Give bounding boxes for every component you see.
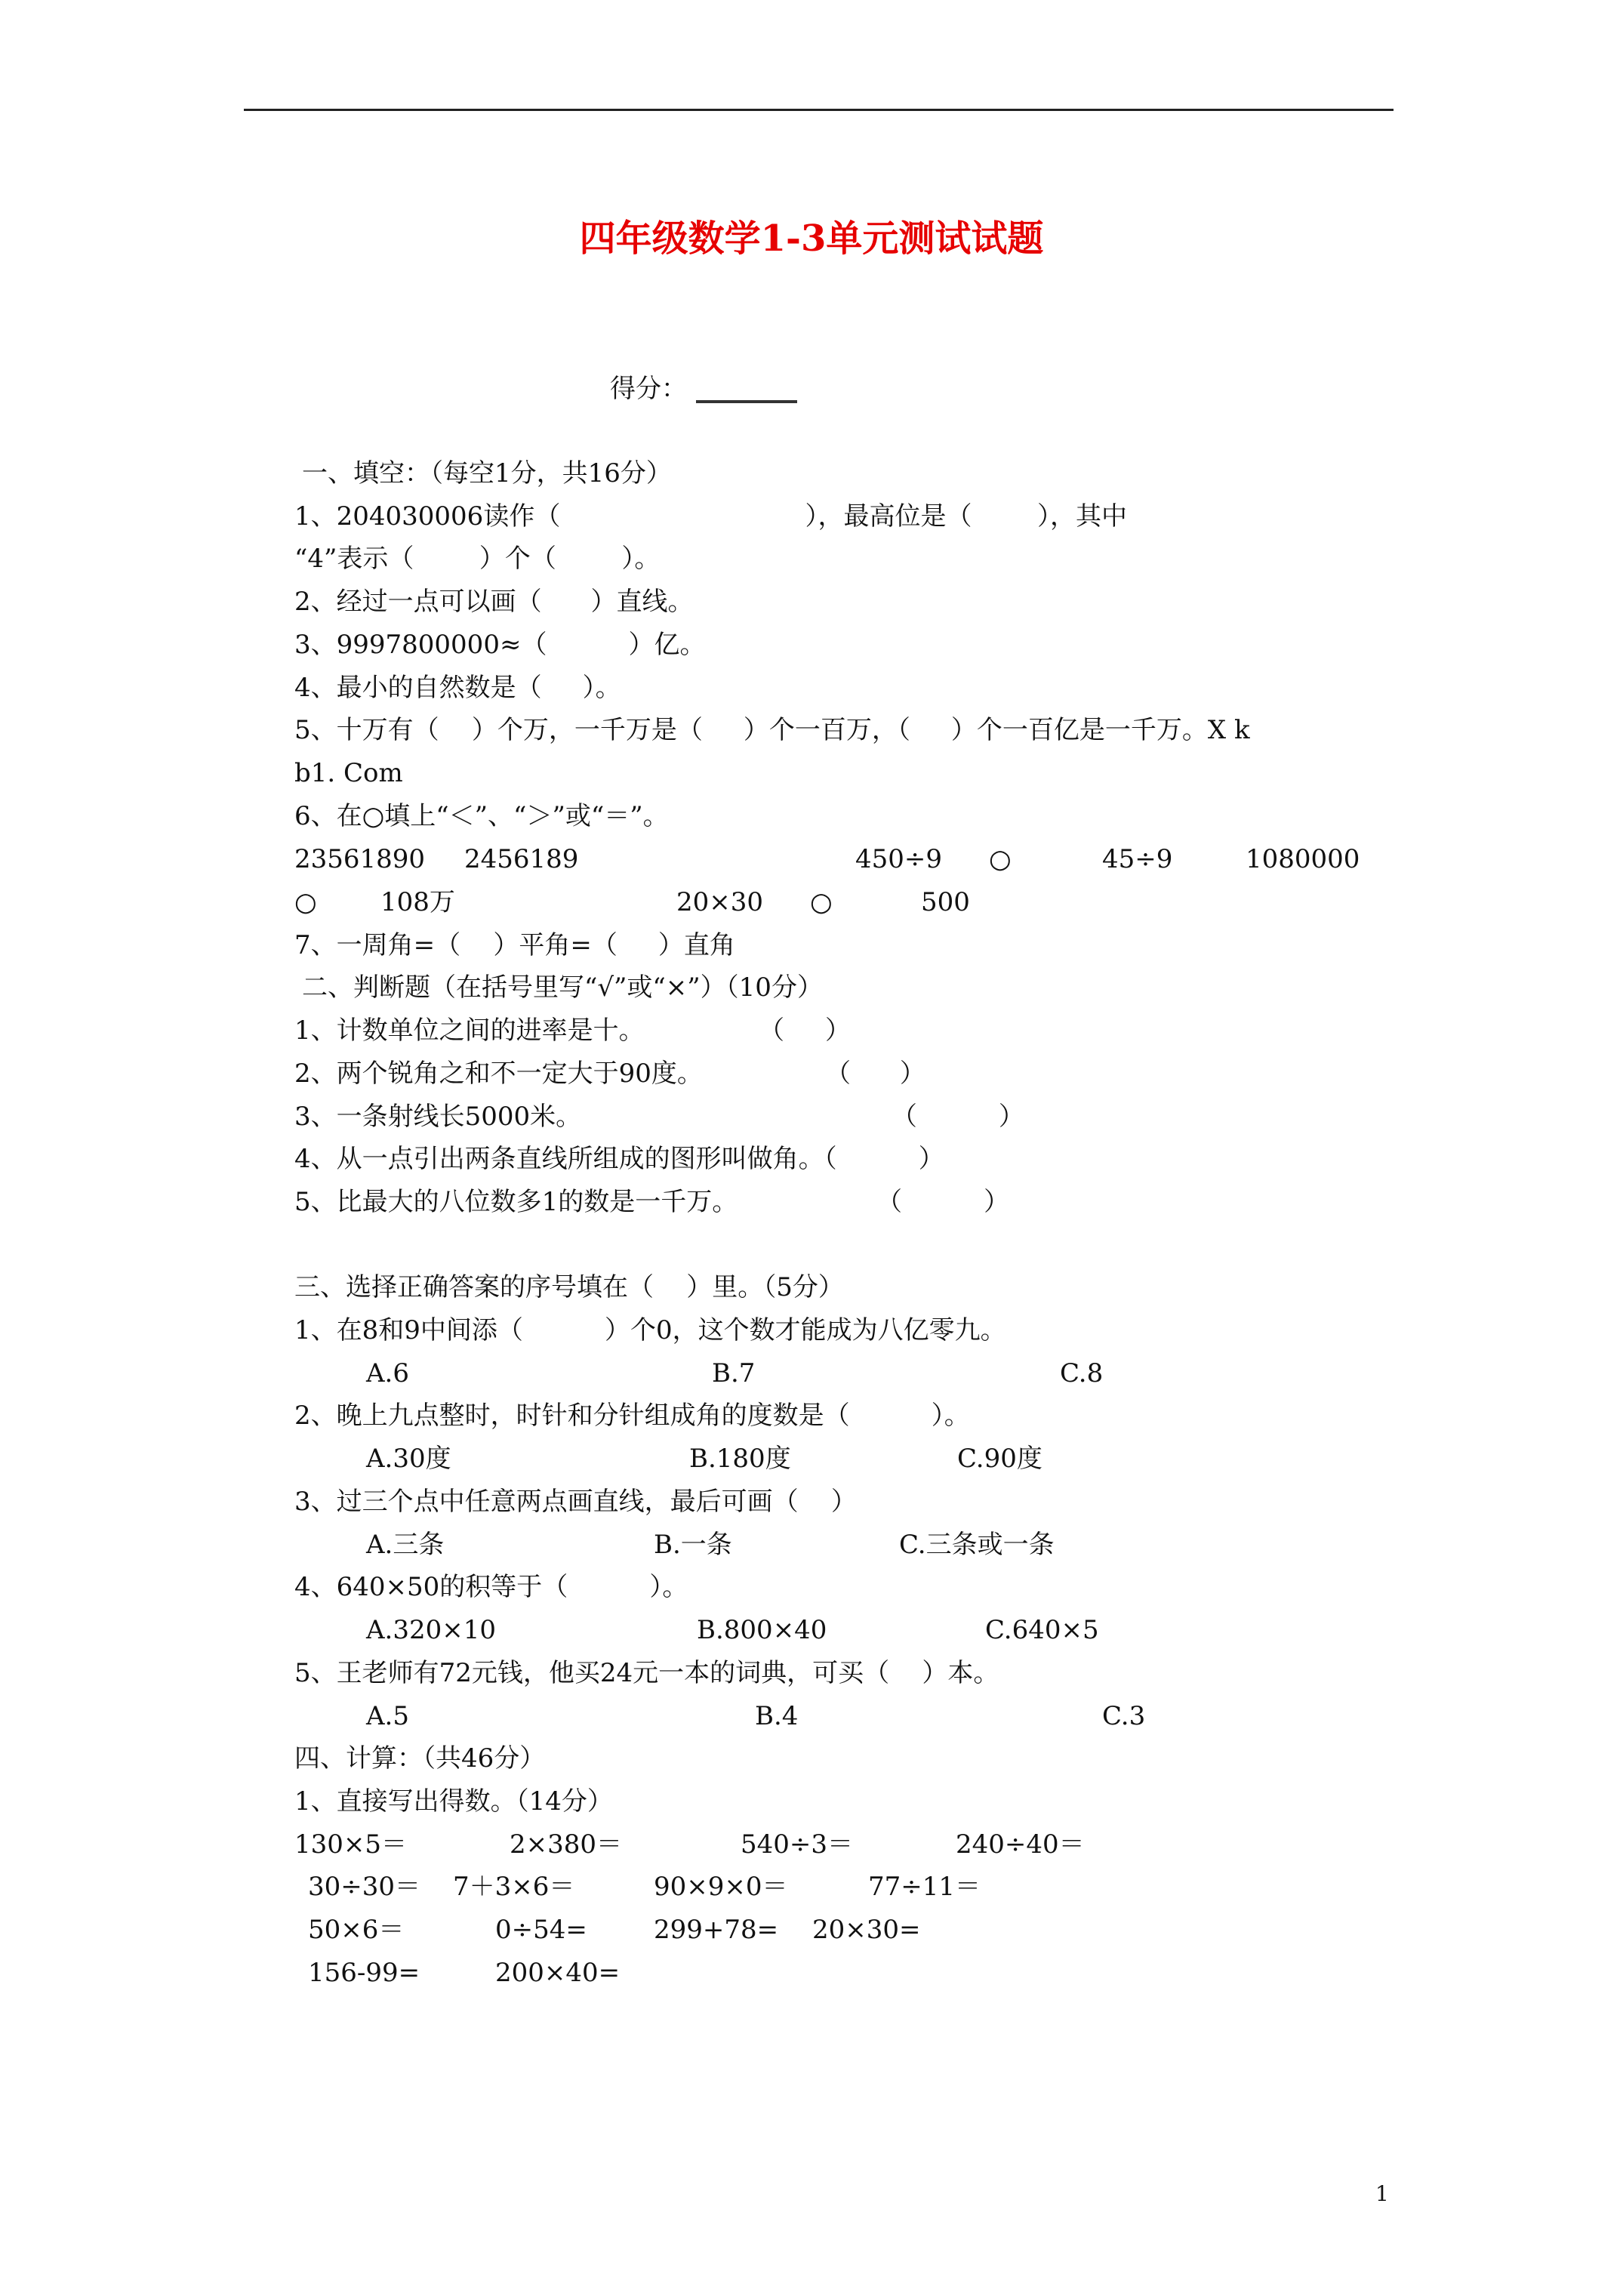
choice-option-a[interactable]: A.6 bbox=[366, 1358, 409, 1388]
choice-option-c[interactable]: C.90度 bbox=[957, 1444, 1042, 1474]
compare-circle[interactable]: ○ bbox=[294, 887, 317, 917]
calc-item: 2×380＝ bbox=[510, 1829, 623, 1860]
question-4: 4、最小的自然数是（ ）。 bbox=[294, 673, 621, 703]
choice-option-a[interactable]: A.5 bbox=[366, 1701, 409, 1731]
calc-item: 240÷40＝ bbox=[956, 1829, 1085, 1860]
choice-option-c[interactable]: C.3 bbox=[1102, 1701, 1146, 1731]
page-title: 四年级数学1-3单元测试试题 bbox=[579, 217, 1044, 260]
choice-option-c[interactable]: C.三条或一条 bbox=[899, 1530, 1055, 1560]
section-heading-judge: 二、判断题（在括号里写“√”或“×”）（10分） bbox=[302, 972, 823, 1003]
compare-item: 108万 bbox=[380, 887, 455, 917]
choice-option-c[interactable]: C.640×5 bbox=[985, 1615, 1099, 1645]
calc-item: 540÷3＝ bbox=[741, 1829, 854, 1860]
question-6: 6、在○填上“＜”、“＞”或“＝”。 bbox=[294, 801, 669, 831]
calc-item: 90×9×0＝ bbox=[654, 1872, 788, 1902]
choice-option-b[interactable]: B.7 bbox=[712, 1358, 756, 1388]
calc-item: 50×6＝ bbox=[308, 1915, 405, 1945]
compare-item: 1080000 bbox=[1246, 844, 1360, 874]
choice-question: 2、晚上九点整时，时针和分针组成角的度数是（ ）。 bbox=[294, 1401, 970, 1431]
question-3: 3、9997800000≈（ ）亿。 bbox=[294, 630, 706, 660]
calc-item: 7＋3×6＝ bbox=[453, 1872, 575, 1902]
choice-option-b[interactable]: B.4 bbox=[755, 1701, 799, 1731]
choice-question: 5、王老师有72元钱，他买24元一本的词典，可买（ ）本。 bbox=[294, 1658, 999, 1688]
question-2: 2、经过一点可以画（ ）直线。 bbox=[294, 587, 694, 617]
compare-item: 45÷9 bbox=[1102, 844, 1173, 874]
choice-question: 3、过三个点中任意两点画直线，最后可画（ ） bbox=[294, 1487, 857, 1517]
choice-option-b[interactable]: B.一条 bbox=[654, 1530, 732, 1560]
choice-option-b[interactable]: B.800×40 bbox=[697, 1615, 827, 1645]
judge-item: 4、从一点引出两条直线所组成的图形叫做角。（ ） bbox=[294, 1144, 944, 1174]
calc-item: 200×40= bbox=[495, 1958, 621, 1988]
calc-subheading: 1、直接写出得数。（14分） bbox=[294, 1786, 613, 1817]
compare-item: 500 bbox=[921, 887, 970, 917]
choice-option-b[interactable]: B.180度 bbox=[689, 1444, 791, 1474]
section-heading-calc: 四、计算：（共46分） bbox=[294, 1743, 546, 1774]
page-number: 1 bbox=[1375, 2181, 1389, 2206]
choice-option-c[interactable]: C.8 bbox=[1060, 1358, 1104, 1388]
compare-item: 2456189 bbox=[464, 844, 579, 874]
calc-item: 299+78= bbox=[654, 1915, 779, 1945]
judge-item: 3、一条射线长5000米。 （ ） bbox=[294, 1102, 1024, 1132]
judge-item: 2、两个锐角之和不一定大于90度。 （ ） bbox=[294, 1059, 925, 1089]
compare-item: 20×30 bbox=[676, 887, 764, 917]
question-1b: “4”表示（ ）个（ ）。 bbox=[294, 544, 661, 574]
compare-circle[interactable]: ○ bbox=[810, 887, 833, 917]
choice-option-a[interactable]: A.30度 bbox=[366, 1444, 451, 1474]
question-7: 7、一周角=（ ）平角=（ ）直角 bbox=[294, 930, 735, 960]
calc-item: 77÷11＝ bbox=[868, 1872, 981, 1902]
section-heading-choice: 三、选择正确答案的序号填在（ ）里。（5分） bbox=[294, 1272, 844, 1302]
header-rule bbox=[244, 109, 1394, 111]
score-label: 得分： bbox=[610, 374, 687, 404]
section-heading-fill: 一、填空：（每空1分，共16分） bbox=[302, 458, 672, 488]
calc-item: 130×5＝ bbox=[294, 1829, 408, 1860]
question-5b: b1. Com bbox=[294, 758, 403, 788]
calc-item: 30÷30＝ bbox=[308, 1872, 421, 1902]
choice-question: 1、在8和9中间添（ ）个0，这个数才能成为八亿零九。 bbox=[294, 1315, 1006, 1345]
compare-item: 450÷9 bbox=[855, 844, 943, 874]
calc-item: 156-99= bbox=[308, 1958, 420, 1988]
question-1a: 1、204030006读作（ ），最高位是（ ），其中 bbox=[294, 501, 1128, 532]
calc-item: 0÷54= bbox=[495, 1915, 587, 1945]
calc-item: 20×30= bbox=[812, 1915, 921, 1945]
judge-item: 1、计数单位之间的进率是十。 （ ） bbox=[294, 1015, 851, 1046]
question-5a: 5、十万有（ ）个万，一千万是（ ）个一百万，（ ）个一百亿是一千万。X k bbox=[294, 715, 1250, 745]
choice-option-a[interactable]: A.三条 bbox=[366, 1530, 445, 1560]
judge-item: 5、比最大的八位数多1的数是一千万。 （ ） bbox=[294, 1187, 1010, 1217]
compare-circle[interactable]: ○ bbox=[989, 844, 1012, 874]
compare-item: 23561890 bbox=[294, 844, 426, 874]
choice-question: 4、640×50的积等于（ ）。 bbox=[294, 1572, 688, 1602]
choice-option-a[interactable]: A.320×10 bbox=[366, 1615, 497, 1645]
score-blank[interactable] bbox=[696, 400, 797, 403]
